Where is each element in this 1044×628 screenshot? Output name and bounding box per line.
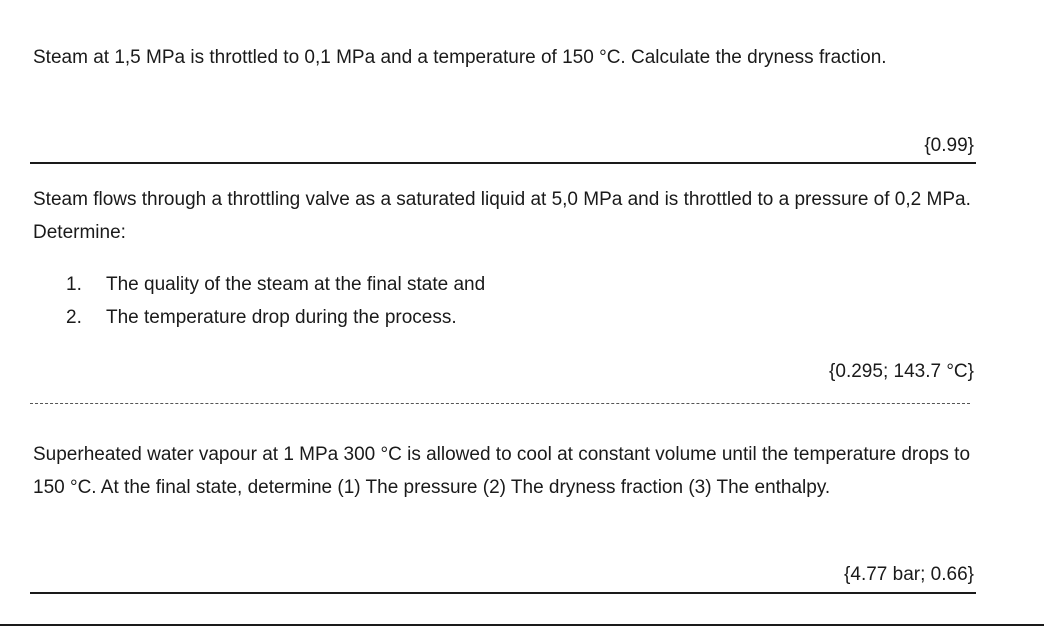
- step-text: The quality of the steam at the final state and: [106, 274, 486, 295]
- step-item: [66, 301, 485, 334]
- step-number: 1.: [66, 274, 82, 295]
- problem-3-text: Superheated water vapour at 1 MPa 300 °C is allowed to cool at constant volume until the temperature drops to 150 °C. At the final state, determine (1) The pressure (2) The dryness fraction (3) The enthalpy.: [33, 444, 971, 498]
- step-text: The temperature drop during the process.: [106, 307, 457, 328]
- problem-1-answer: {0.99}: [924, 135, 974, 156]
- divider-solid-1: [30, 162, 976, 164]
- step-item: [66, 268, 485, 301]
- problem-1-text: Steam at 1,5 MPa is throttled to 0,1 MPa and a temperature of 150 °C. Calculate the dryness fraction.: [33, 47, 887, 68]
- problem-3-answer: {4.77 bar; 0.66}: [844, 564, 974, 585]
- page-bottom-border: [0, 624, 1044, 626]
- problem-2-answer: {0.295; 143.7 °C}: [829, 361, 974, 382]
- problem-2-text: Steam flows through a throttling valve as a saturated liquid at 5,0 MPa and is throttled to a pressure of 0,2 MPa. Determine:: [33, 189, 971, 243]
- divider-solid-2: [30, 592, 976, 594]
- problem-2-steps: [66, 268, 485, 334]
- step-number: 2.: [66, 307, 82, 328]
- divider-dashed: [30, 403, 970, 404]
